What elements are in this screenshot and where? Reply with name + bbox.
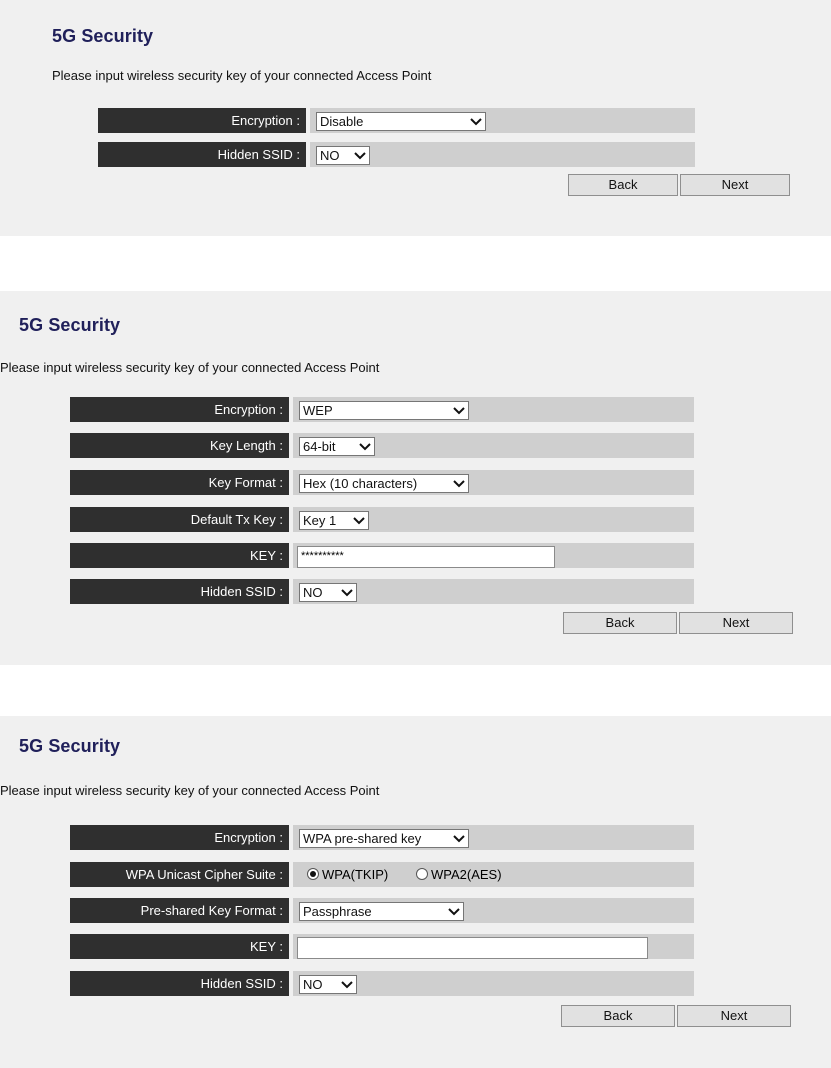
page-description: Please input wireless security key of your connected Access Point <box>0 783 380 798</box>
encryption-select[interactable] <box>316 112 486 131</box>
hidden-ssid-row <box>70 579 694 604</box>
key-length-value-cell <box>293 433 694 458</box>
encryption-value-cell <box>293 397 694 422</box>
key-format-row <box>70 470 694 495</box>
back-button[interactable]: Back <box>568 174 678 196</box>
default-tx-key-label: Default Tx Key : <box>70 507 289 532</box>
hidden-ssid-value-cell <box>310 142 695 167</box>
encryption-value-cell <box>293 825 694 850</box>
cipher-suite-value-cell <box>293 862 694 887</box>
encryption-select[interactable] <box>299 401 469 420</box>
radio-wpa-tkip[interactable] <box>307 868 319 880</box>
key-label: KEY : <box>70 543 289 568</box>
hidden-ssid-select-value: NO <box>303 977 323 992</box>
hidden-ssid-row <box>98 142 695 167</box>
chevron-down-icon <box>469 116 483 127</box>
encryption-select-value: WEP <box>303 403 333 418</box>
back-button[interactable]: Back <box>561 1005 675 1027</box>
encryption-row <box>70 825 694 850</box>
radio-wpa2-aes[interactable] <box>416 868 428 880</box>
chevron-down-icon <box>358 441 372 452</box>
encryption-select-value: Disable <box>320 114 364 129</box>
encryption-label: Encryption : <box>70 825 289 850</box>
key-format-select[interactable] <box>299 474 469 493</box>
hidden-ssid-label: Hidden SSID : <box>70 579 289 604</box>
chevron-down-icon <box>353 150 367 161</box>
key-value-cell <box>293 934 694 959</box>
hidden-ssid-select[interactable] <box>316 146 370 165</box>
psk-format-value-cell <box>293 898 694 923</box>
key-input[interactable]: ********** <box>297 546 555 568</box>
key-row <box>70 934 694 959</box>
hidden-ssid-value-cell <box>293 579 694 604</box>
next-button[interactable]: Next <box>677 1005 791 1027</box>
hidden-ssid-row <box>70 971 694 996</box>
panel-disable <box>0 0 831 236</box>
hidden-ssid-select-value: NO <box>320 148 340 163</box>
chevron-down-icon <box>340 979 354 990</box>
page-description: Please input wireless security key of your connected Access Point <box>0 360 380 375</box>
key-format-label: Key Format : <box>70 470 289 495</box>
default-tx-key-row <box>70 507 694 532</box>
key-input[interactable] <box>297 937 648 959</box>
chevron-down-icon <box>340 587 354 598</box>
key-length-row <box>70 433 694 458</box>
encryption-value-cell <box>310 108 695 133</box>
encryption-label: Encryption : <box>70 397 289 422</box>
cipher-suite-label: WPA Unicast Cipher Suite : <box>70 862 289 887</box>
page-description: Please input wireless security key of your connected Access Point <box>52 68 432 83</box>
encryption-row <box>70 397 694 422</box>
page-title: 5G Security <box>19 736 121 756</box>
key-length-label: Key Length : <box>70 433 289 458</box>
encryption-row <box>98 108 695 133</box>
key-length-select-value: 64-bit <box>303 439 336 454</box>
radio-wpa-tkip-label: WPA(TKIP) <box>322 867 389 882</box>
chevron-down-icon <box>352 515 366 526</box>
key-label: KEY : <box>70 934 289 959</box>
psk-format-label: Pre-shared Key Format : <box>70 898 289 923</box>
hidden-ssid-value-cell <box>293 971 694 996</box>
default-tx-key-value-cell <box>293 507 694 532</box>
psk-format-select-value: Passphrase <box>303 904 372 919</box>
key-length-select[interactable] <box>299 437 375 456</box>
key-format-value-cell <box>293 470 694 495</box>
panel-wpa <box>0 716 831 1068</box>
default-tx-key-select-value: Key 1 <box>303 513 337 528</box>
hidden-ssid-select-value: NO <box>303 585 323 600</box>
next-button[interactable]: Next <box>679 612 793 634</box>
hidden-ssid-label: Hidden SSID : <box>98 142 306 167</box>
back-button[interactable]: Back <box>563 612 677 634</box>
key-format-select-value: Hex (10 characters) <box>303 476 418 491</box>
chevron-down-icon <box>452 405 466 416</box>
hidden-ssid-select[interactable] <box>299 583 357 602</box>
hidden-ssid-label: Hidden SSID : <box>70 971 289 996</box>
default-tx-key-select[interactable] <box>299 511 369 530</box>
encryption-label: Encryption : <box>98 108 306 133</box>
chevron-down-icon <box>452 478 466 489</box>
page-title: 5G Security <box>19 315 121 335</box>
chevron-down-icon <box>452 833 466 844</box>
key-value-cell <box>293 543 694 568</box>
psk-format-row <box>70 898 694 923</box>
key-row <box>70 543 694 568</box>
cipher-suite-row <box>70 862 694 887</box>
radio-wpa2-aes-label: WPA2(AES) <box>431 867 502 882</box>
psk-format-select[interactable] <box>299 902 464 921</box>
next-button[interactable]: Next <box>680 174 790 196</box>
hidden-ssid-select[interactable] <box>299 975 357 994</box>
encryption-select-value: WPA pre-shared key <box>303 831 422 846</box>
encryption-select[interactable] <box>299 829 469 848</box>
chevron-down-icon <box>447 906 461 917</box>
page-title: 5G Security <box>52 26 154 46</box>
panel-wep <box>0 291 831 665</box>
